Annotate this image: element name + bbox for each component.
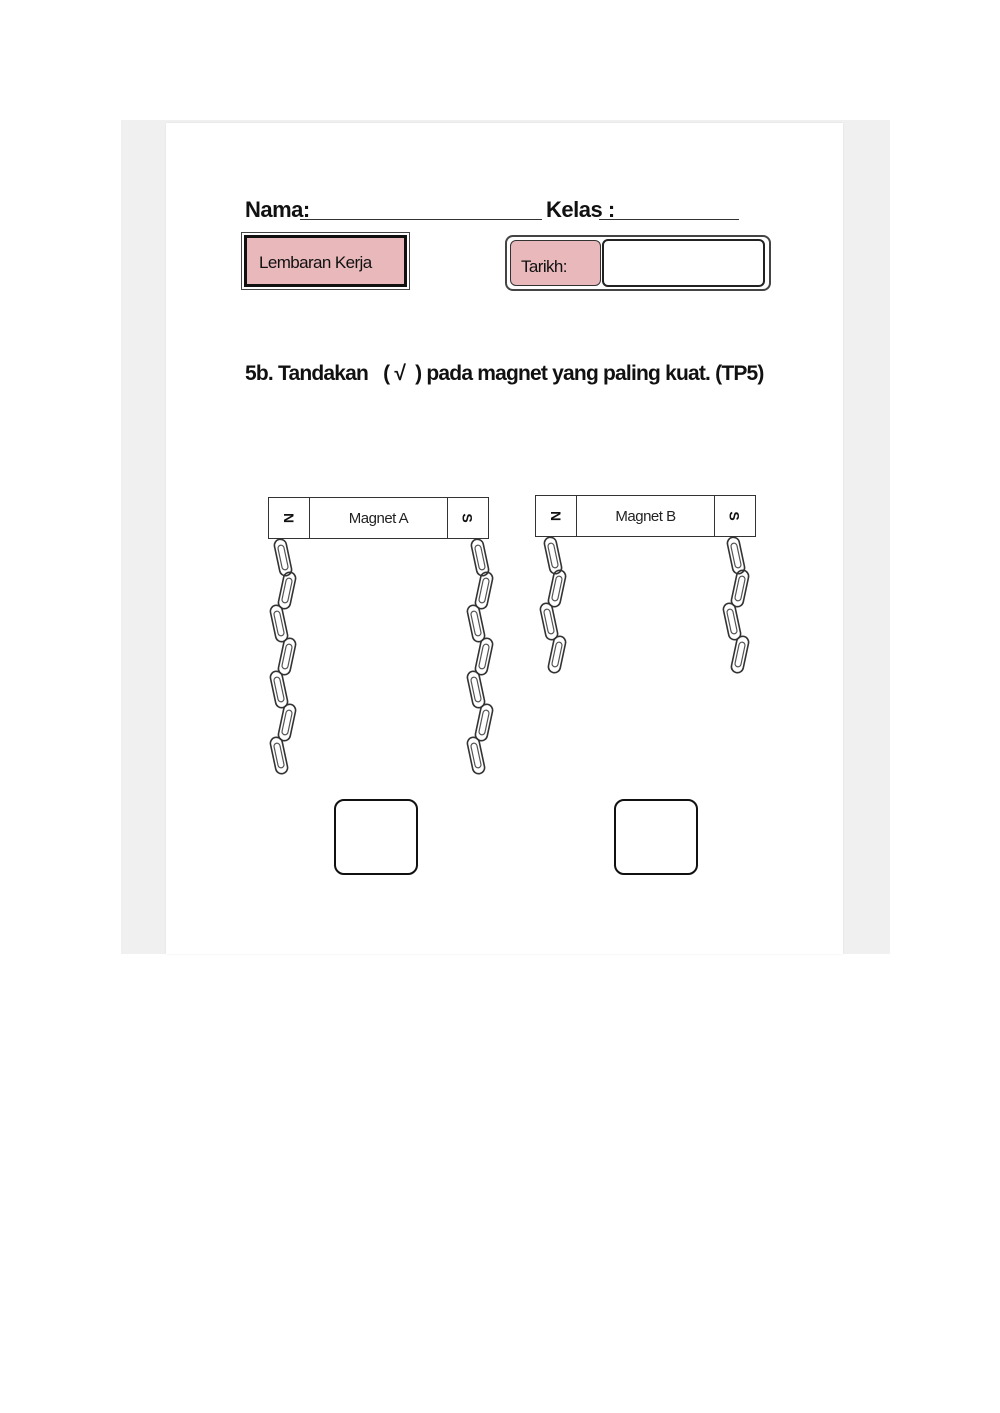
magnet-a-label: Magnet A	[348, 509, 409, 527]
magnet-a-right-clip	[466, 736, 485, 775]
tarikh-label: Tarikh:	[521, 257, 567, 276]
magnet-a-south-pole: S	[447, 498, 488, 538]
kelas-label: Kelas :	[546, 197, 615, 222]
magnet-b-left-clip	[543, 536, 562, 575]
magnet-a-right-clip	[474, 571, 493, 610]
magnet-a-right-clip	[470, 538, 489, 577]
magnet-a-left-clip	[269, 604, 288, 643]
magnet-b-tick-box[interactable]	[614, 799, 698, 875]
magnet-a-north-pole: N	[269, 498, 310, 538]
magnet-b-right-clip	[730, 635, 749, 674]
lembaran-kerja-label: Lembaran Kerja	[259, 253, 372, 272]
magnet-b-right-clip	[730, 569, 749, 608]
question-5b: 5b. Tandakan ( √ ) pada magnet yang paling kuat. (TP5)	[245, 362, 764, 385]
magnet-a-left-clip	[273, 538, 292, 577]
magnet-b-left-clip	[547, 569, 566, 608]
magnet-a-left-clip	[269, 670, 288, 709]
magnet-a-left-clip	[277, 571, 296, 610]
magnet-a-tick-box[interactable]	[334, 799, 418, 875]
magnet-b-north-pole: N	[536, 496, 577, 536]
magnet-b-right-clip	[722, 602, 741, 641]
magnet-b-left-clip	[547, 635, 566, 674]
magnet-a-left-clip	[269, 736, 288, 775]
magnet-a-right-clip	[466, 604, 485, 643]
magnet-a-right-clip	[474, 703, 493, 742]
magnet-a-right-clip	[474, 637, 493, 676]
magnet-a-left-clip	[277, 637, 296, 676]
magnet-a-right-clip	[466, 670, 485, 709]
nama-label: Nama:	[245, 197, 310, 222]
magnet-a-left-clip	[277, 703, 296, 742]
magnet-b-left-clip	[539, 602, 558, 641]
magnet-b-label: Magnet B	[615, 507, 676, 525]
magnet-b-south-pole: S	[714, 496, 755, 536]
magnet-b-right-clip	[726, 536, 745, 575]
